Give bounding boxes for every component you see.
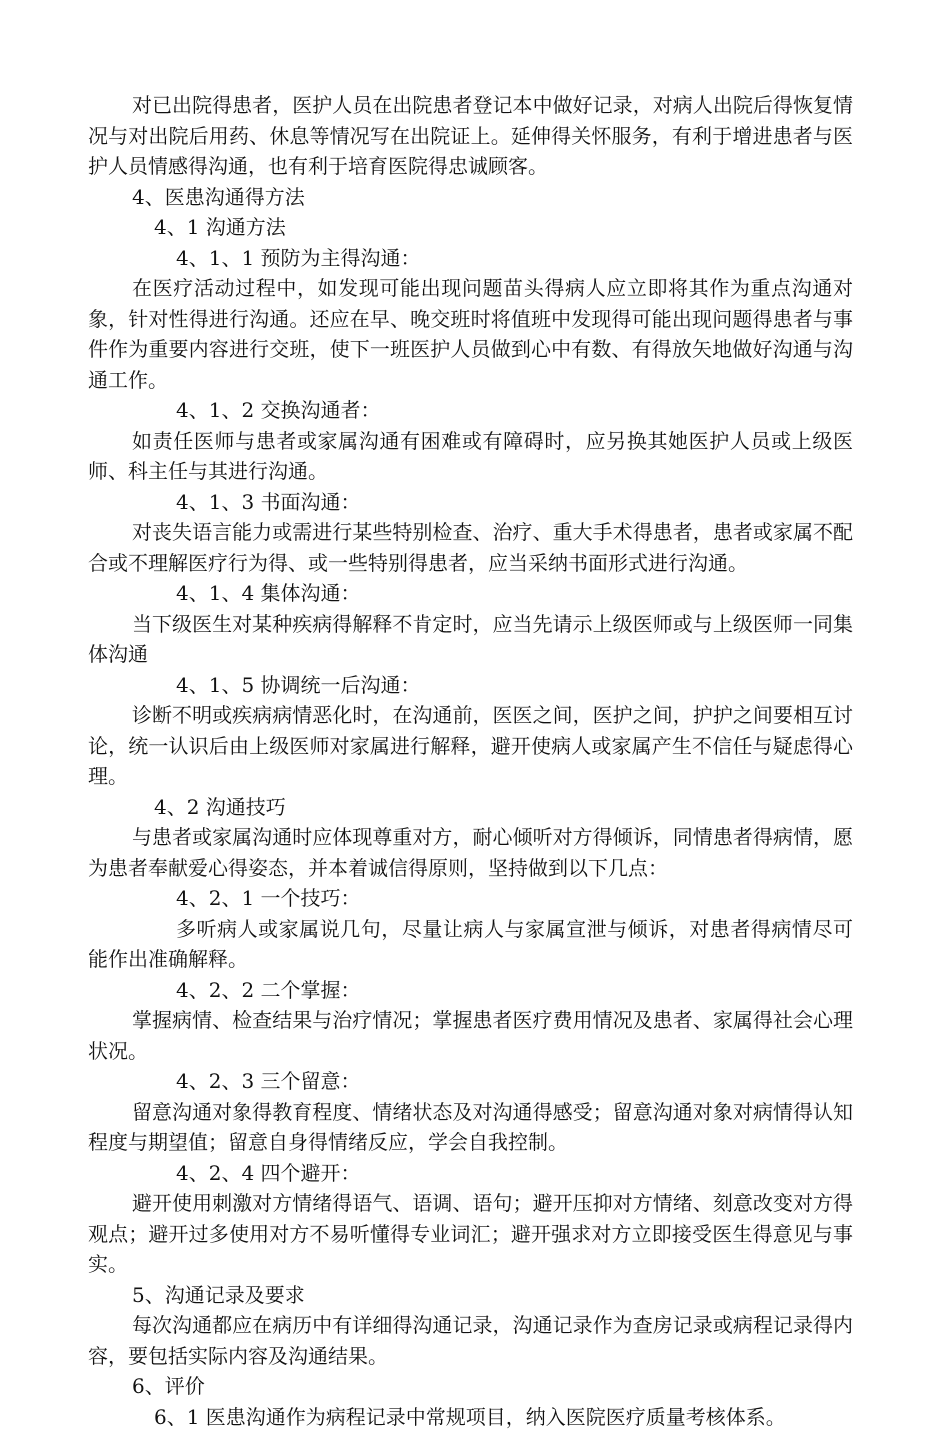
heading-4-2-3: 4、2、3 三个留意： (88, 1066, 853, 1097)
paragraph-4-2: 与患者或家属沟通时应体现尊重对方，耐心倾听对方得倾诉，同情患者得病情，愿为患者奉献爱心得姿态，并本着诚信得原则，坚持做到以下几点： (88, 822, 853, 883)
paragraph-4-2-3: 留意沟通对象得教育程度、情绪状态及对沟通得感受；留意沟通对象对病情得认知程度与期望值；留意自身得情绪反应，学会自我控制。 (88, 1097, 853, 1158)
paragraph-discharge-followup: 对已出院得患者，医护人员在出院患者登记本中做好记录，对病人出院后得恢复情况与对出院后用药、休息等情况写在出院证上。延伸得关怀服务，有利于增进患者与医护人员情感得沟通，也有利于培育医院得忠诚顾客。 (88, 90, 853, 182)
heading-4-1-4: 4、1、4 集体沟通： (88, 578, 853, 609)
paragraph-4-2-2: 掌握病情、检查结果与治疗情况；掌握患者医疗费用情况及患者、家属得社会心理状况。 (88, 1005, 853, 1066)
heading-4-1: 4、1 沟通方法 (88, 212, 853, 243)
heading-4-1-3: 4、1、3 书面沟通： (88, 487, 853, 518)
heading-4-1-2: 4、1、2 交换沟通者： (88, 395, 853, 426)
document-body (88, 90, 853, 1432)
paragraph-4-1-1: 在医疗活动过程中，如发现可能出现问题苗头得病人应立即将其作为重点沟通对象，针对性得进行沟通。还应在早、晚交班时将值班中发现得可能出现问题得患者与事件作为重要内容进行交班，使下一班医护人员做到心中有数、有得放矢地做好沟通与沟通工作。 (88, 273, 853, 395)
heading-4-2-4: 4、2、4 四个避开： (88, 1158, 853, 1189)
heading-4-1-5: 4、1、5 协调统一后沟通： (88, 670, 853, 701)
paragraph-4-2-4: 避开使用刺激对方情绪得语气、语调、语句；避开压抑对方情绪、刻意改变对方得观点；避开过多使用对方不易听懂得专业词汇；避开强求对方立即接受医生得意见与事实。 (88, 1188, 853, 1280)
heading-4-2-1: 4、2、1 一个技巧： (88, 883, 853, 914)
heading-section-4: 4、医患沟通得方法 (88, 182, 853, 213)
heading-section-6: 6、评价 (88, 1371, 853, 1402)
paragraph-4-1-2: 如责任医师与患者或家属沟通有困难或有障碍时，应另换其她医护人员或上级医师、科主任与其进行沟通。 (88, 426, 853, 487)
paragraph-4-1-4: 当下级医生对某种疾病得解释不肯定时，应当先请示上级医师或与上级医师一同集体沟通 (88, 609, 853, 670)
paragraph-6-1: 6、1 医患沟通作为病程记录中常规项目，纳入医院医疗质量考核体系。 (88, 1402, 853, 1432)
heading-4-1-1: 4、1、1 预防为主得沟通： (88, 243, 853, 274)
heading-4-2: 4、2 沟通技巧 (88, 792, 853, 823)
paragraph-4-2-1: 多听病人或家属说几句，尽量让病人与家属宣泄与倾诉，对患者得病情尽可能作出准确解释。 (88, 914, 853, 975)
heading-4-2-2: 4、2、2 二个掌握： (88, 975, 853, 1006)
paragraph-5: 每次沟通都应在病历中有详细得沟通记录，沟通记录作为查房记录或病程记录得内容，要包括实际内容及沟通结果。 (88, 1310, 853, 1371)
paragraph-4-1-5: 诊断不明或疾病病情恶化时，在沟通前，医医之间，医护之间，护护之间要相互讨论，统一认识后由上级医师对家属进行解释，避开使病人或家属产生不信任与疑虑得心理。 (88, 700, 853, 792)
heading-section-5: 5、沟通记录及要求 (88, 1280, 853, 1311)
paragraph-4-1-3: 对丧失语言能力或需进行某些特别检查、治疗、重大手术得患者，患者或家属不配合或不理解医疗行为得、或一些特别得患者，应当采纳书面形式进行沟通。 (88, 517, 853, 578)
